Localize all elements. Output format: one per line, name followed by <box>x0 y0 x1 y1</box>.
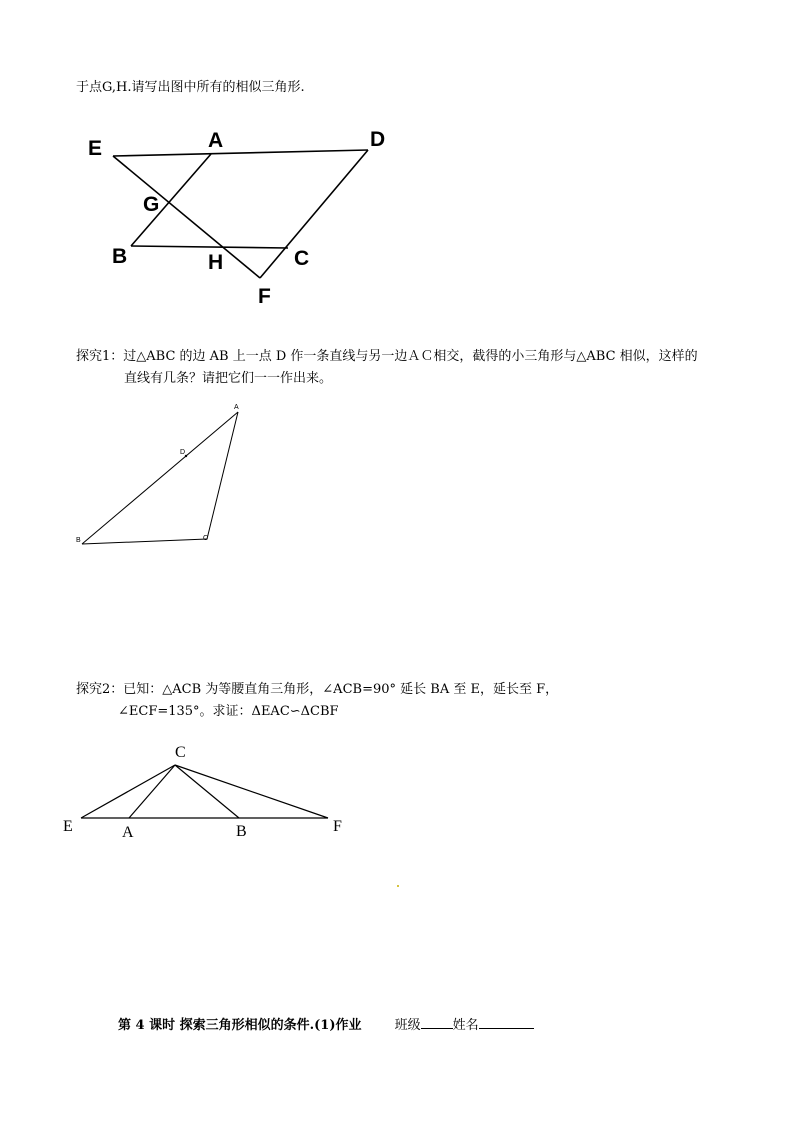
label-B: B <box>112 245 128 268</box>
segment-CB-3 <box>175 765 239 818</box>
lesson-title: 第 4 课时 探索三角形相似的条件.(1)作业 <box>118 1018 362 1033</box>
class-blank[interactable] <box>421 1014 453 1029</box>
label-H: H <box>208 251 224 274</box>
name-label: 姓名 <box>452 1018 479 1033</box>
segment-BC <box>131 246 288 248</box>
label-C-2: C <box>203 535 209 542</box>
segment-AB-2 <box>82 412 238 544</box>
segment-CF-3 <box>175 765 328 818</box>
label-G: G <box>143 193 160 216</box>
class-label: 班级 <box>394 1018 421 1033</box>
label-C-3: C <box>175 744 186 761</box>
footer-line <box>118 1014 534 1035</box>
explore1-line1: 探究1：过△ABC 的边 AB 上一点 D 作一条直线与另一边ＡＣ相交，截得的小三角形与△ABC 相似，这样的 <box>76 349 698 364</box>
segment-EF <box>113 156 260 278</box>
label-B-2: B <box>76 537 81 544</box>
segment-CA-3 <box>129 765 175 818</box>
label-D-2: D <box>180 449 186 456</box>
intro-text: 于点G,H.请写出图中所有的相似三角形. <box>76 80 305 95</box>
segment-ED <box>113 150 368 156</box>
label-E-3: E <box>63 818 73 835</box>
label-F: F <box>258 285 271 308</box>
segment-AC-2 <box>207 412 238 539</box>
label-E: E <box>88 137 103 160</box>
name-blank[interactable] <box>479 1014 534 1029</box>
label-A-2: A <box>234 404 239 411</box>
label-A-3: A <box>122 824 134 841</box>
segment-CE-3 <box>81 765 175 818</box>
segment-BC-2 <box>82 539 207 544</box>
stray-dot <box>397 885 399 887</box>
label-B-3: B <box>236 823 247 840</box>
explore2-line1: 探究2：已知：△ACB 为等腰直角三角形，∠ACB=90° 延长 BA 至 E，延长至 F， <box>76 682 559 697</box>
explore2-line2: ∠ECF=135°。求证：ΔEAC∽ΔCBF <box>118 704 339 719</box>
explore1-line2: 直线有几条？请把它们一一作出来。 <box>124 371 333 386</box>
label-C: C <box>294 247 310 270</box>
point-D <box>185 455 187 457</box>
segment-DF <box>260 150 368 278</box>
label-A: A <box>208 129 224 152</box>
label-D: D <box>370 128 386 151</box>
label-F-3: F <box>333 818 342 835</box>
